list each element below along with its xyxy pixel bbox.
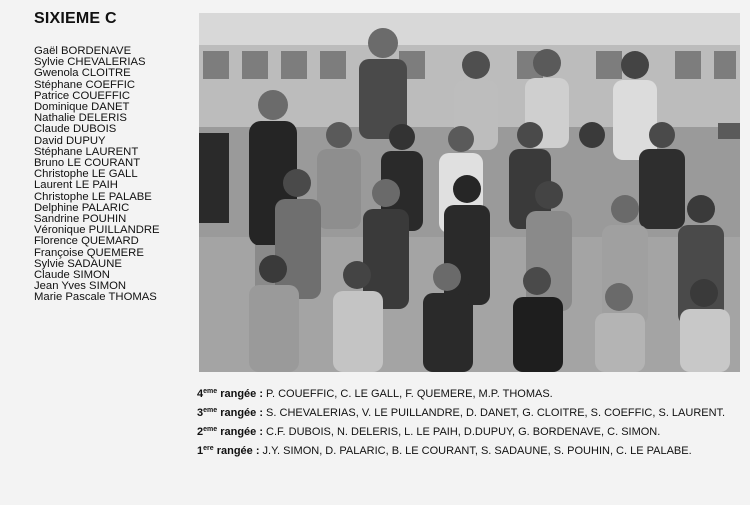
row-number: 4 [197, 388, 204, 400]
roster-name: Laurent LE PAIH [34, 179, 118, 192]
roster-name: Gwenola CLOITRE [34, 67, 131, 80]
row-names: S. CHEVALERIAS, V. LE PUILLANDRE, D. DANET, G. CLOITRE, S. COEFFIC, S. LAURENT. [266, 406, 726, 419]
class-title: SIXIEME C [34, 10, 117, 27]
row-number: 3 [197, 406, 204, 419]
student-roster [34, 46, 160, 304]
roster-name: Patrice COUEFFIC [34, 89, 131, 102]
row-names: J.Y. SIMON, D. PALARIC, B. LE COURANT, S. SADAUNE, S. POUHIN, C. LE PALABE. [262, 444, 692, 457]
roster-name: Sylvie SADAUNE [34, 257, 122, 270]
roster-name: David DUPUY [34, 134, 106, 147]
roster-name: Françoise QUEMERE [34, 246, 144, 259]
row-names: P. COUEFFIC, C. LE GALL, F. QUEMERE, M.P. THOMAS. [266, 388, 553, 400]
row-caption-3 [197, 407, 745, 420]
roster-name: Stéphane COEFFIC [34, 78, 136, 91]
row-ordinal-suffix: eme [203, 406, 218, 414]
row-ordinal-suffix: eme [203, 388, 218, 395]
roster-name: Véronique PUILLANDRE [34, 224, 160, 237]
row-number: 2 [197, 425, 204, 438]
row-caption-1 [197, 445, 745, 458]
row-captions [197, 388, 745, 464]
class-photo [199, 13, 740, 372]
row-names: C.F. DUBOIS, N. DELERIS, L. LE PAIH, D.DUPUY, G. BORDENAVE, C. SIMON. [266, 425, 661, 438]
roster-name: Gaël BORDENAVE [34, 45, 132, 57]
row-caption-2 [197, 426, 745, 439]
row-word: rangée : [213, 444, 263, 457]
row-ordinal-suffix: ere [203, 444, 214, 452]
class-photo-illustration [199, 13, 740, 372]
roster-name: Claude SIMON [34, 269, 110, 282]
row-caption-4 [197, 388, 745, 401]
roster-name: Christophe LE PALABE [34, 190, 152, 203]
roster-name: Dominique DANET [34, 101, 130, 114]
row-word: rangée : [217, 425, 267, 438]
roster-name: Sylvie CHEVALERIAS [34, 56, 146, 69]
row-word: rangée : [217, 388, 267, 400]
roster-name: Christophe LE GALL [34, 168, 138, 181]
roster-name: Claude DUBOIS [34, 123, 117, 136]
roster-name: Sandrine POUHIN [34, 213, 127, 226]
roster-name: Marie Pascale THOMAS [34, 291, 157, 304]
row-ordinal-suffix: eme [203, 425, 218, 433]
roster-name: Bruno LE COURANT [34, 157, 141, 170]
roster-name: Florence QUEMARD [34, 235, 139, 248]
roster-name: Jean Yves SIMON [34, 280, 127, 293]
roster-name: Delphine PALARIC [34, 201, 130, 214]
roster-name: Nathalie DELERIS [34, 112, 127, 125]
row-number: 1 [197, 444, 204, 457]
row-word: rangée : [217, 406, 267, 419]
roster-name: Stéphane LAURENT [34, 145, 139, 158]
